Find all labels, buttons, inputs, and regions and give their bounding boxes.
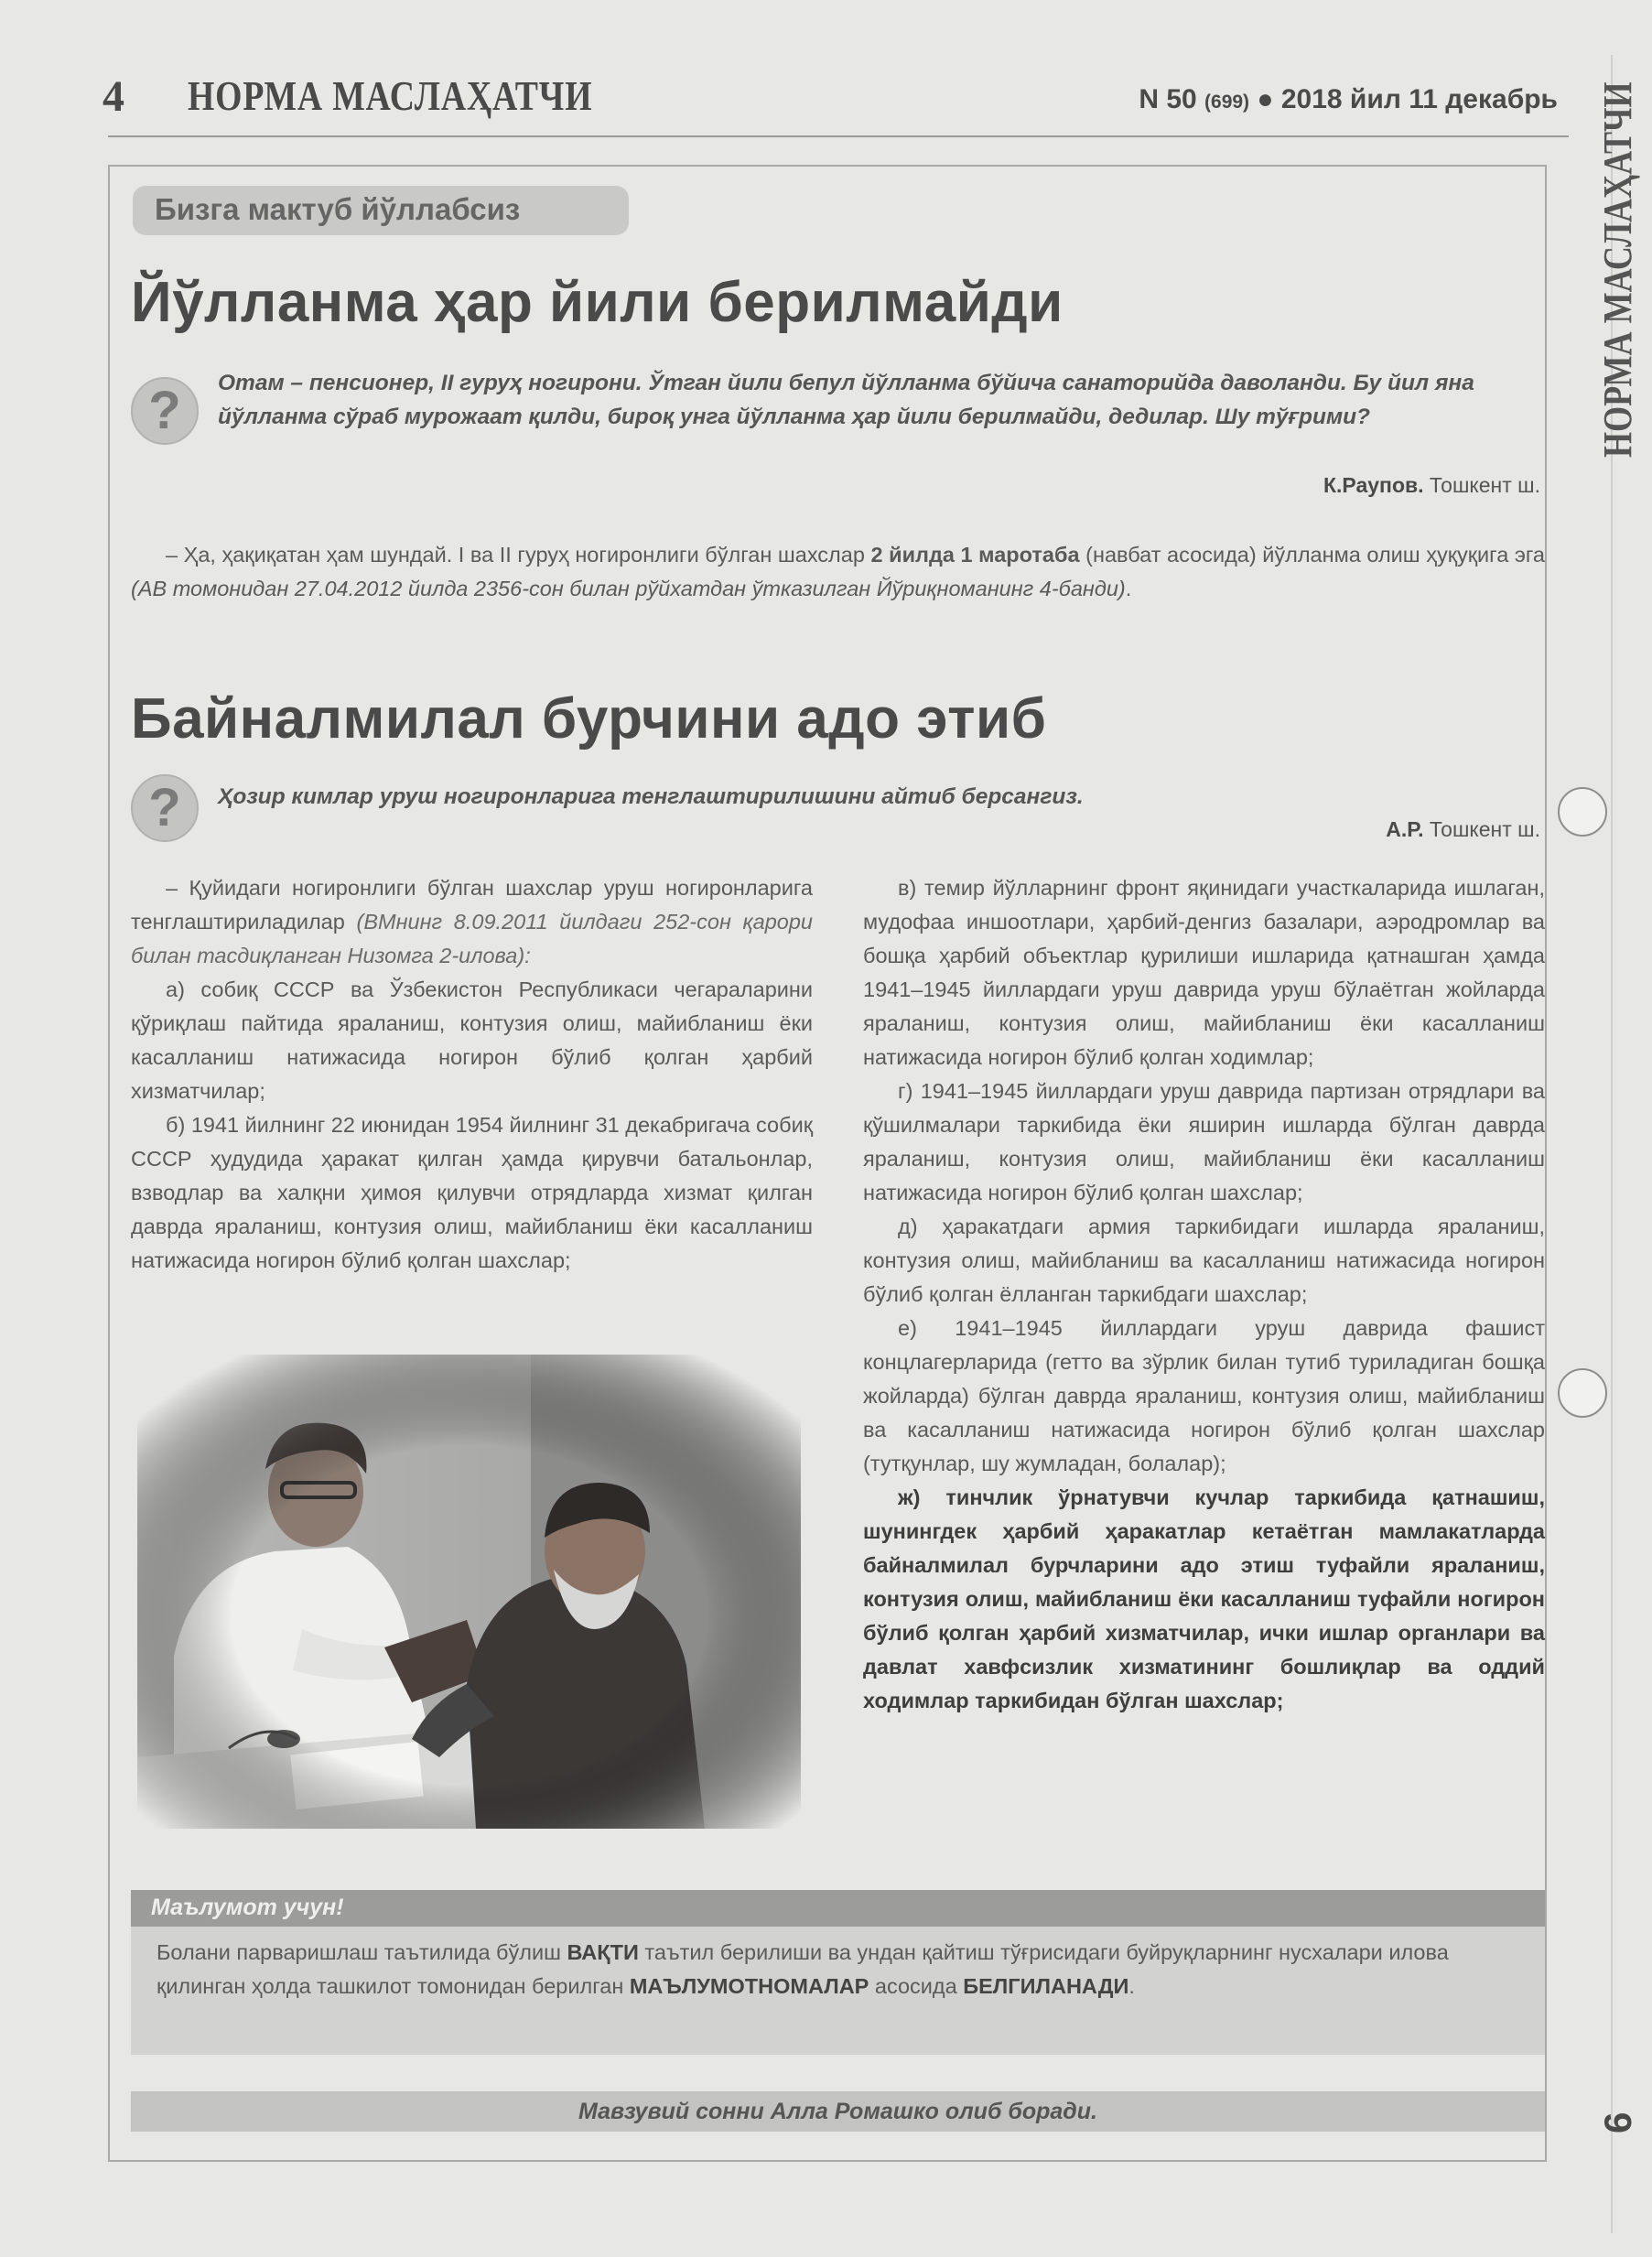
article2-signature xyxy=(1386,817,1540,842)
binder-hole xyxy=(1558,1368,1607,1418)
article2-item-e: е) 1941–1945 йиллардаги уруш даврида фашист концлагерларида (гетто ва зўрлик билан тутиб туриладиган бошқа жойларда) бўлган даврда яраланиш, контузия олиш, майибланиш ва касалланиш натижасида ногирон бўлиб қолган шахслар (тутқунлар, шу жумладан, болалар); xyxy=(863,1316,1545,1475)
answer-emphasis: 2 йилда 1 маротаба xyxy=(870,543,1080,567)
article2-author: А.Р. xyxy=(1386,817,1424,841)
article1-headline: Йўлланма ҳар йили берилмайди xyxy=(131,271,1064,334)
rubric-label: Бизга мактуб йўллабсиз xyxy=(155,192,521,226)
page-number: 4 xyxy=(103,72,124,121)
margin-page-number: 6 xyxy=(1596,2111,1639,2133)
article2-question: Ҳозир кимлар уруш ногиронларига тенглаштирилишини айтиб берсангиз. xyxy=(218,784,1084,809)
article2-column-right xyxy=(863,871,1545,1718)
question-mark-icon: ? xyxy=(131,377,199,445)
info-box-title: Маълумот учун! xyxy=(151,1895,344,1920)
article2-city: Тошкент ш. xyxy=(1429,817,1540,841)
rubric-tab xyxy=(133,186,629,235)
article2-item-d: д) ҳаракатдаги армия таркибидаги ишларда яраланиш, контузия олиш, майибланиш ва касалланиш натижасида ногирон бўлиб қолган ёлланган таркибдаги шахслар; xyxy=(863,1215,1545,1306)
article2-item-v: в) темир йўлларнинг фронт яқинидаги участкаларида ишлаган, мудофаа иншоотлари, ҳарбий-денгиз базалари, аэродромлар ва бошқа ҳарбий объектлар қурилиши ишларида қатнашган ҳамда 1941–1945 йиллардаги уруш даврида уруш бўлаётган жойларда яраланиш, контузия олиш, майибланиш ёки касалланиш натижасида ногирон бўлиб қолган ходимлар; xyxy=(863,876,1545,1069)
article2-column-left xyxy=(131,871,813,1278)
info-box-body xyxy=(131,1927,1545,2055)
info-box-text: Болани парваришлаш таътилида бўлиш ВАҚТИ таътил берилиши ва ундан қайтиш тўғрисидаги буйруқларнинг нусхалари илова қилинган ҳолда ташкилот томонидан берилган МАЪЛУМОТНОМАЛАР асосида БЕЛГИЛАНАДИ. xyxy=(157,1940,1449,1998)
article1-answer: – Ҳа, ҳақиқатан ҳам шундай. I ва II гуруҳ ногиронлиги бўлган шахслар 2 йилда 1 маротаба (навбат асосида) йўлланма олиш ҳуқуқига эга (АВ томонидан 27.04.2012 йилда 2356-сон билан рўйхатдан ўтказилган Йўриқноманинг 4-банди). xyxy=(131,543,1545,600)
question-mark-icon: ? xyxy=(131,774,199,842)
issue-number: (699) xyxy=(1204,92,1250,113)
article2-item-a: а) собиқ СССР ва Ўзбекистон Республикаси чегараларини қўриқлаш пайтида яраланиш, контузия олиш, майибланиш ёки касалланиш натижасида ногирон бўлиб қолган ҳарбий хизматчилар; xyxy=(131,977,813,1103)
article1-author: К.Раупов. xyxy=(1323,473,1424,497)
issue-date: ● 2018 йил 11 декабрь xyxy=(1257,84,1558,114)
article2-item-g: г) 1941–1945 йиллардаги уруш даврида партизан отрядлари ва қўшилмалари таркибида ёки яширин ишларда бўлган даврда яраланиш, контузия олиш, майибланиш ёки касалланиш натижасида ногирон бўлиб қолган шахслар; xyxy=(863,1079,1545,1204)
issue-prefix: N 50 xyxy=(1139,84,1197,114)
margin-issue-info xyxy=(1591,1510,1642,1949)
issue-info xyxy=(1139,84,1558,115)
margin-newspaper-name: НОРМА МАСЛАҲАТЧИ xyxy=(1595,81,1640,459)
article-photo xyxy=(137,1355,801,1829)
article1-city: Тошкент ш. xyxy=(1429,473,1540,497)
article1-signature xyxy=(1323,473,1540,498)
binder-hole xyxy=(1558,787,1607,837)
article2-item-b: б) 1941 йилнинг 22 июнидан 1954 йилнинг 31 декабригача собиқ СССР ҳудудида ҳаракат қилган ҳамда қирувчи батальонлар, взводлар ва халқни ҳимоя қилувчи отрядларда хизмат қилган даврда яраланиш, контузия олиш, майибланиш ёки касалланиш натижасида ногирон бўлиб қолган шахслар; xyxy=(131,1113,813,1272)
article2-headline: Байналмилал бурчини адо этиб xyxy=(131,687,1047,751)
answer-reference: (АВ томонидан 27.04.2012 йилда 2356-сон билан рўйхатдан ўтказилган Йўриқноманинг 4-банди) xyxy=(131,577,1126,600)
article2-item-zh: ж) тинчлик ўрнатувчи кучлар таркибида қатнашиш, шунингдек ҳарбий ҳаракатлар кетаётган мамлакатларда байналмилал бурчларини адо этиш туфайли яраланиш, контузия олиш, майибланиш ёки касалланиш туфайли ногирон бўлиб қолган ҳарбий хизматчилар, ички ишлар органлари ва давлат хавфсизлик хизматининг бошлиқлар ва оддий ходимлар таркибидан бўлган шахслар; xyxy=(863,1485,1545,1712)
article1-question: Отам – пенсионер, II гуруҳ ногирони. Ўтган йили бепул йўлланма бўйича санаторийда даволанди. Бу йил яна йўлланма сўраб мурожаат қилди, бироқ унга йўлланма ҳар йили берилмайди, дедилар. Шу тўғрими? xyxy=(218,371,1474,429)
editor-credit-bar xyxy=(131,2091,1545,2132)
article2-intro: – Қуйидаги ногиронлиги бўлган шахслар уруш ногиронларига тенглаштириладилар (ВМнинг 8.09.2011 йилдаги 252-сон қарори билан тасдиқланган Низомга 2-илова): xyxy=(131,876,814,967)
newspaper-name: НОРМА МАСЛАҲАТЧИ xyxy=(188,72,593,119)
editor-credit: Мавзувий сонни Алла Ромашко олиб боради. xyxy=(578,2099,1097,2124)
header-divider xyxy=(108,135,1569,137)
info-box-header xyxy=(131,1890,1545,1927)
